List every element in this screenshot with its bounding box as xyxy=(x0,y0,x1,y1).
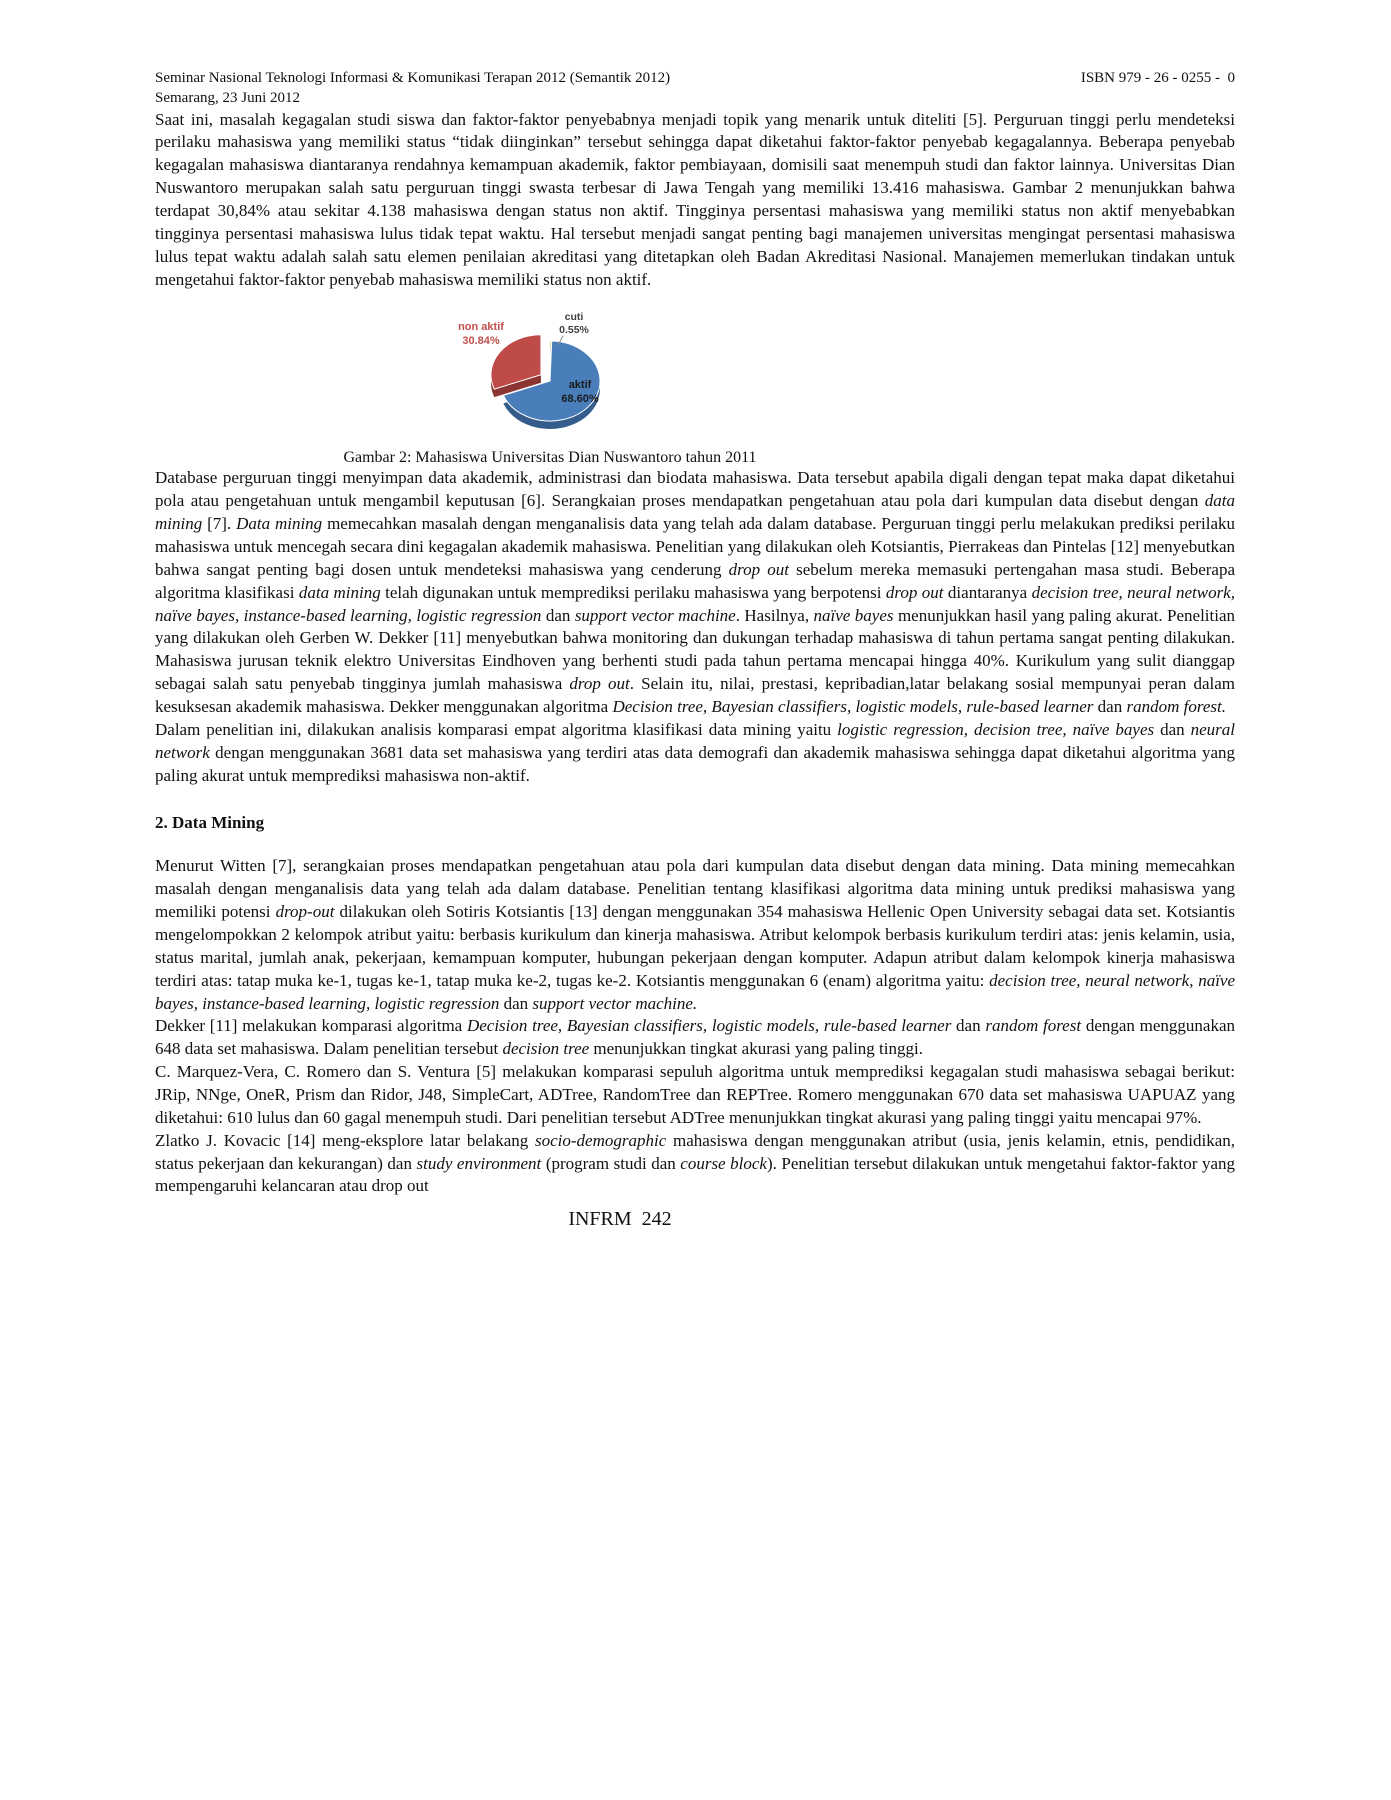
paragraph-dekker: Dekker [11] melakukan komparasi algoritma Decision tree, Bayesian classifiers, logistic models, rule-based learner dan random forest dengan menggunakan 648 data set mahasiswa. Dalam penelitian tersebut decision tree menunjukkan tingkat akurasi yang paling tinggi. xyxy=(155,1016,1236,1059)
pie-label-non-aktif-name: non aktif xyxy=(458,321,504,334)
page-header xyxy=(155,68,1235,109)
pie-label-non-aktif xyxy=(448,321,514,348)
section-heading-data-mining: 2. Data Mining xyxy=(155,813,265,833)
conference-location-date: Semarang, 23 Juni 2012 xyxy=(155,90,300,107)
pie-label-aktif-value: 68.60% xyxy=(561,392,599,405)
pie-label-non-aktif-value: 30.84% xyxy=(462,334,500,347)
pie-label-cuti xyxy=(550,311,598,337)
pie-label-cuti-name: cuti xyxy=(564,311,584,324)
paragraph-database: Database perguruan tinggi menyimpan data akademik, administrasi dan biodata mahasiswa. Data tersebut apabila digali dengan tepat maka dapat diketahui pola atau pengetahuan untuk mengambil keputusan [6]. Serangkaian proses mendapatkan pengetahuan atau pola dari kumpulan data disebut dengan data mining [7]. Data mining memecahkan masalah dengan menganalisis data yang telah ada dalam database. Perguruan tinggi perlu melakukan prediksi perilaku mahasiswa untuk mencegah secara dini kegagalan akademik mahasiswa. Penelitian yang dilakukan oleh Kotsiantis, Pierrakeas dan Pintelas [12] menyebutkan bahwa sangat penting bagi dosen untuk mendeteksi mahasiswa yang cenderung drop out sebelum mereka memasuki pertengahan masa studi. Beberapa algoritma klasifikasi data mining telah digunakan untuk memprediksi perilaku mahasiswa yang berpotensi drop out diantaranya decision tree, neural network, naïve bayes, instance-based learning, logistic regression dan support vector machine. Hasilnya, naïve bayes menunjukkan hasil yang paling akurat. Penelitian yang dilakukan oleh Gerben W. Dekker [11] menyebutkan bahwa monitoring dan dukungan terhadap mahasiswa di tahun pertama sangat penting dilakukan. Mahasiswa jurusan teknik elektro Universitas Eindhoven yang berhenti studi pada tahun pertama mencapai hingga 40%. Kurikulum yang sulit dianggap sebagai salah satu penyebab tingginya jumlah mahasiswa drop out. Selain itu, nilai, prestasi, kepribadian,latar belakang sosial mempunyai peran dalam kesuksesan akademik mahasiswa. Dekker menggunakan algoritma Decision tree, Bayesian classifiers, logistic models, rule-based learner dan random forest. xyxy=(155,468,1236,716)
paragraph-kovacic: Zlatko J. Kovacic [14] meng-eksplore latar belakang socio-demographic mahasiswa dengan menggunakan atribut (usia, jenis kelamin, etnis, pendidikan, status pekerjaan dan kekurangan) dan study environment (program studi dan course block). Penelitian tersebut dilakukan untuk mengetahui faktor-faktor yang mempengaruhi kelancaran atau drop out xyxy=(155,1130,1236,1196)
figure-pie-chart xyxy=(155,309,945,467)
header-left xyxy=(155,68,670,109)
paragraph-penelitian-ini: Dalam penelitian ini, dilakukan analisis komparasi empat algoritma klasifikasi data mining yaitu logistic regression, decision tree, naïve bayes dan neural network dengan menggunakan 3681 data set mahasiswa yang terdiri atas data demografi dan akademik mahasiswa sehingga dapat diketahui algoritma yang paling akurat untuk memprediksi mahasiswa non-aktif. xyxy=(155,719,1236,785)
figure-caption: Gambar 2: Mahasiswa Universitas Dian Nuswantoro tahun 2011 xyxy=(343,449,757,467)
isbn: ISBN 979 - 26 - 0255 - 0 xyxy=(1080,70,1235,86)
conference-title: Seminar Nasional Teknologi Informasi & Komunikasi Terapan 2012 (Semantik 2012) xyxy=(155,70,671,86)
article-body xyxy=(155,109,1235,1232)
pie-label-aktif-name: aktif xyxy=(568,379,592,392)
paragraph-witten: Menurut Witten [7], serangkaian proses mendapatkan pengetahuan atau pola dari kumpulan data disebut dengan data mining. Data mining memecahkan masalah dengan menganalisis data yang telah ada dalam database. Penelitian tentang klasifikasi algoritma data mining untuk prediksi mahasiswa yang memiliki potensi drop-out dilakukan oleh Sotiris Kotsiantis [13] dengan menggunakan 354 mahasiswa Hellenic Open University sebagai data set. Kotsiantis mengelompokkan 2 kelompok atribut yaitu: berbasis kurikulum dan kinerja mahasiswa. Atribut kelompok berbasis kurikulum terdiri atas: jenis kelamin, usia, status marital, jumlah anak, pekerjaan, kemampuan komputer, hubungan pekerjaan dengan komputer. Adapun atribut dalam kelompok kinerja mahasiswa terdiri atas: tatap muka ke-1, tugas ke-1, tatap muka ke-2, tugas ke-2. Kotsiantis menggunakan 6 (enam) algoritma yaitu: decision tree, neural network, naïve bayes, instance-based learning, logistic regression dan support vector machine. xyxy=(155,856,1236,1013)
page-footer: INFRM 242 xyxy=(568,1208,672,1231)
pie-label-aktif xyxy=(552,379,608,406)
paragraph-marquez: C. Marquez-Vera, C. Romero dan S. Ventura [5] melakukan komparasi sepuluh algoritma untuk memprediksi kegagalan studi mahasiswa sebagai berikut: JRip, NNge, OneR, Prism dan Ridor, J48, SimpleCart, ADTree, RandomTree dan REPTree. Romero menggunakan 670 data set mahasiswa UAPUAZ yang diketahui: 610 lulus dan 60 gagal menempuh studi. Dari penelitian tersebut ADTree menunjukkan tingkat akurasi yang paling tinggi yaitu mencapai 97%. xyxy=(155,1062,1235,1127)
pie-chart xyxy=(400,309,700,441)
pie-label-cuti-value: 0.55% xyxy=(559,324,589,337)
paragraph-intro: Saat ini, masalah kegagalan studi siswa dan faktor-faktor penyebabnya menjadi topik yang menarik untuk diteliti [5]. Perguruan tinggi perlu mendeteksi perilaku mahasiswa yang memiliki status “tidak diinginkan” tersebut sehingga dapat diketahui faktor-faktor penyebab kegagalannya. Beberapa penyebab kegagalan mahasiswa diantaranya rendahnya kemampuan akademik, faktor pembiayaan, domisili saat menempuh studi dan faktor lainnya. Universitas Dian Nuswantoro merupakan salah satu perguruan tinggi swasta terbesar di Jawa Tengah yang memiliki 13.416 mahasiswa. Gambar 2 menunjukkan bahwa terdapat 30,84% atau sekitar 4.138 mahasiswa dengan status non aktif. Tingginya persentasi mahasiswa yang memiliki status non aktif menyebabkan tingginya persentasi mahasiswa lulus tidak tepat waktu. Hal tersebut menjadi sangat penting bagi manajemen universitas mengingat persentasi mahasiswa lulus tepat waktu adalah salah satu elemen penilaian akreditasi yang ditetapkan oleh Badan Akreditasi Nasional. Manajemen memerlukan tindakan untuk mengetahui faktor-faktor penyebab mahasiswa memiliki status non aktif. xyxy=(155,109,1235,289)
